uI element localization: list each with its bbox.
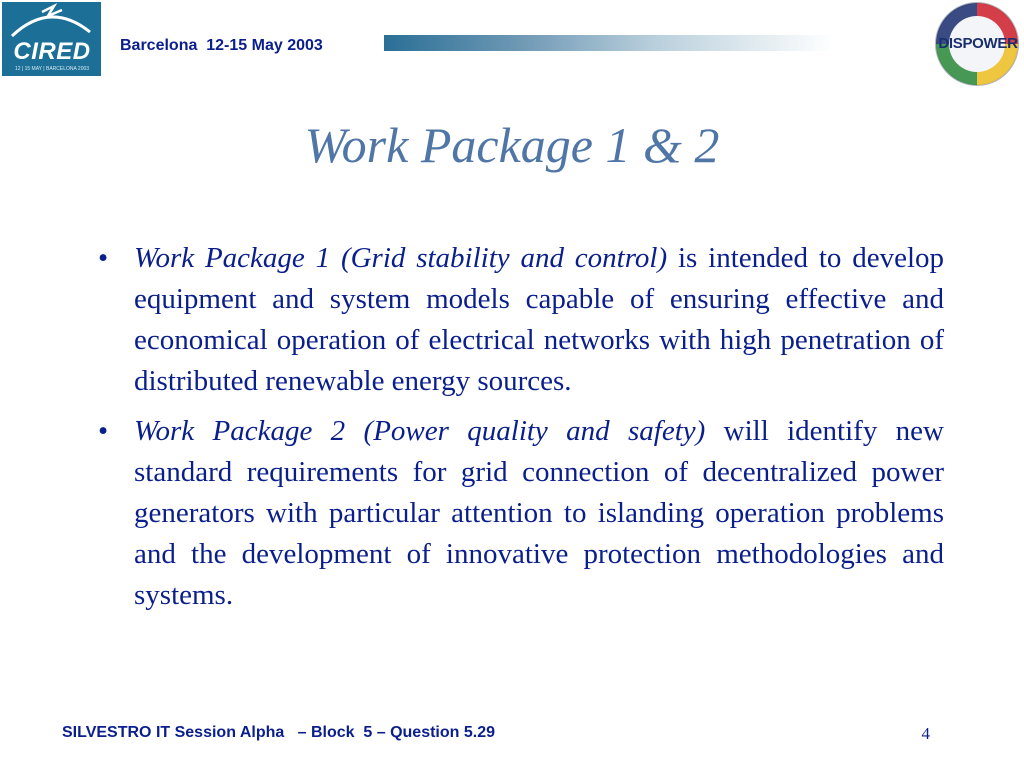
cired-logo-subtext: 12 | 15 MAY | BARCELONA 2003: [14, 66, 90, 72]
conference-info: Barcelona 12-15 May 2003: [120, 37, 323, 54]
header-gradient-bar: [384, 35, 834, 51]
bullet-item-wp1: [92, 238, 944, 402]
footer-session-info: SILVESTRO IT Session Alpha – Block 5 – Question 5.29: [62, 724, 496, 741]
slide-title: Work Package 1 & 2: [304, 117, 720, 173]
cired-logo-text: CIRED: [13, 38, 91, 65]
dispower-logo: [930, 0, 1024, 88]
page-number: 4: [921, 724, 930, 743]
cired-logo: [2, 2, 101, 76]
work-package-2-name: Work Package 2 (Power quality and safety): [134, 415, 706, 447]
work-package-1-name: Work Package 1 (Grid stability and control): [134, 242, 668, 274]
bullet-marker: •: [98, 242, 109, 274]
bullet-item-wp2: [92, 411, 944, 616]
dispower-logo-text: DISPOWER: [938, 35, 1018, 52]
work-package-2-description: will identify new standard requirements for grid connection of decentralized power generators with particular attention to islanding operation problems and the development of innovative protection methodologies and systems.: [134, 415, 944, 611]
bullet-list: [92, 238, 944, 625]
work-package-1-description: is intended to develop equipment and system models capable of ensuring effective and economical operation of electrical networks with high penetration of distributed renewable energy sources.: [134, 242, 944, 397]
bullet-marker: •: [98, 415, 109, 447]
